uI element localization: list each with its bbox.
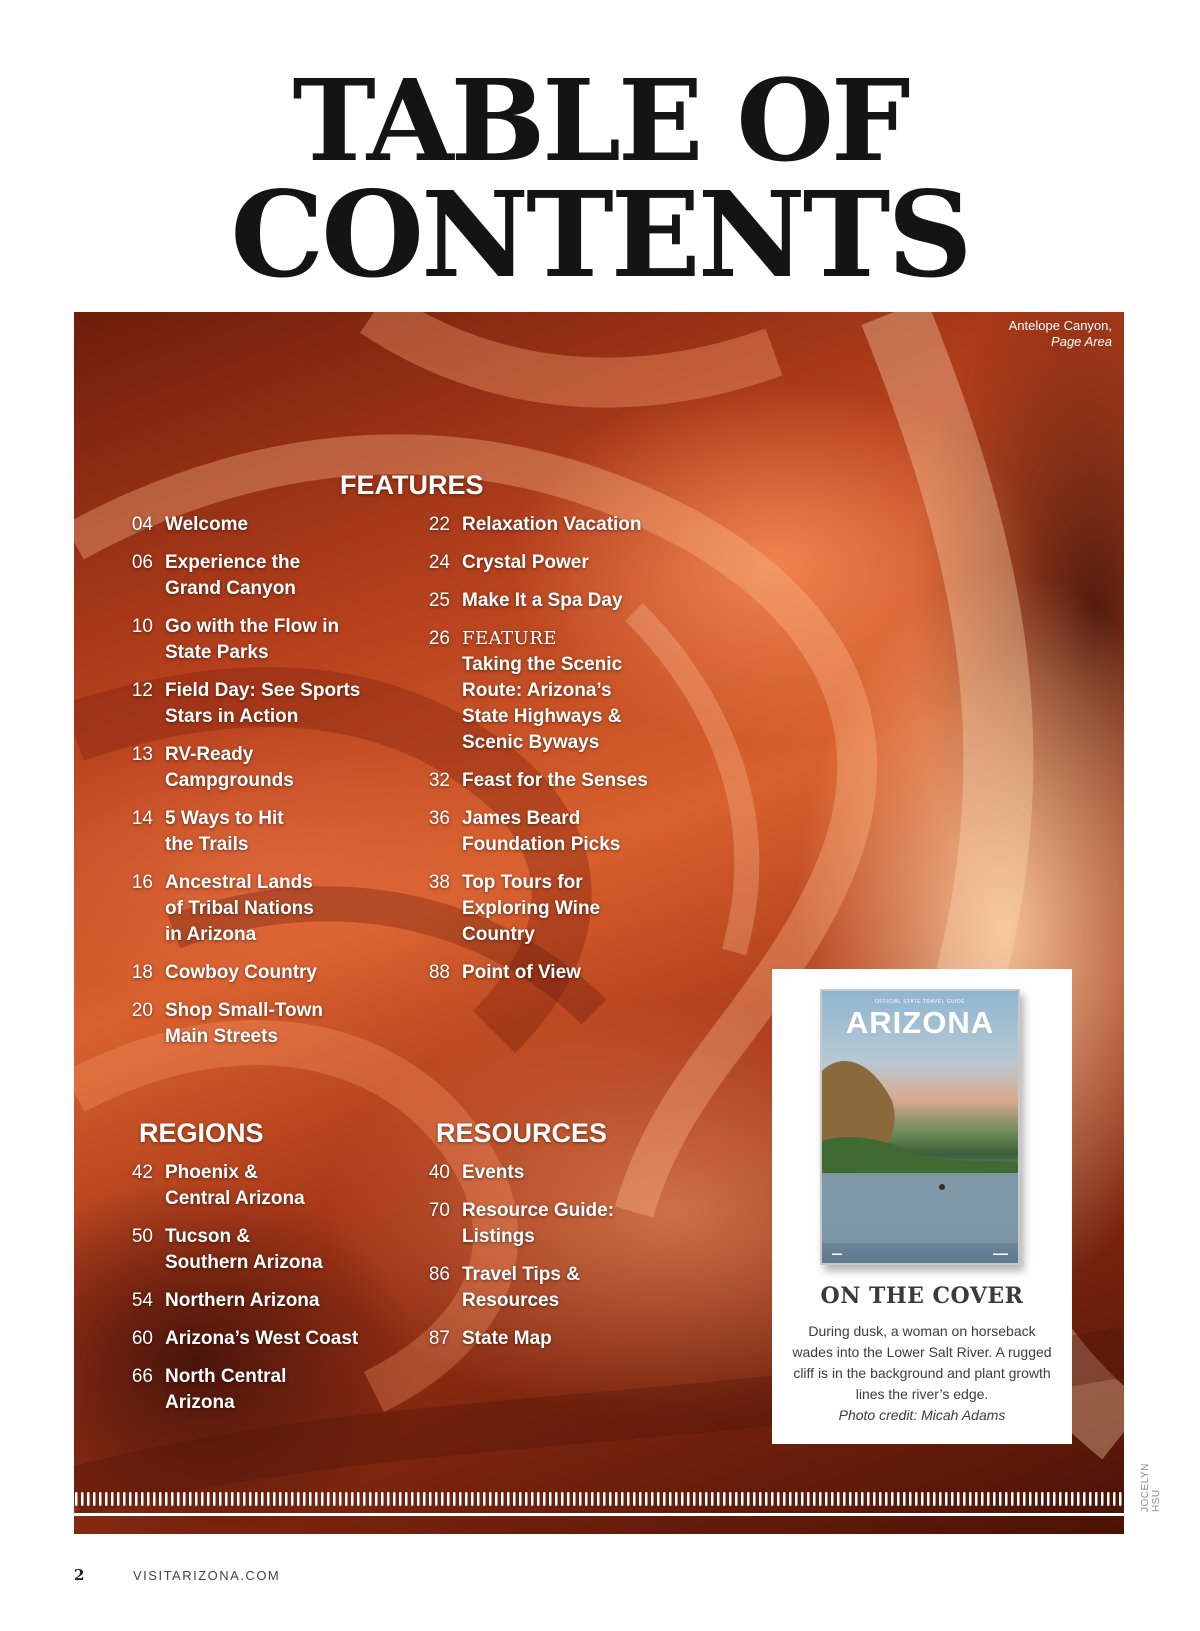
- toc-page-number: 32: [428, 770, 450, 791]
- toc-item[interactable]: [416, 806, 696, 858]
- toc-page-number: 54: [131, 1290, 153, 1311]
- toc-page-number: 66: [131, 1366, 153, 1387]
- toc-page-number: 10: [131, 616, 153, 637]
- toc-item[interactable]: [119, 806, 389, 858]
- magazine-name: ARIZONA: [845, 1005, 995, 1040]
- toc-item-title: North Central Arizona: [165, 1366, 287, 1413]
- magazine-cover-thumbnail[interactable]: [820, 989, 1020, 1265]
- toc-item[interactable]: [416, 626, 696, 756]
- features-left-column: [119, 512, 389, 1062]
- toc-item[interactable]: [416, 1198, 696, 1250]
- toc-item-title: State Map: [462, 1328, 552, 1349]
- toc-page-number: 22: [428, 514, 450, 535]
- toc-item-title: Tucson & Southern Arizona: [165, 1226, 323, 1273]
- toc-item-title: Feast for the Senses: [462, 770, 648, 791]
- regions-heading: REGIONS: [139, 1118, 264, 1148]
- toc-item-title: Point of View: [462, 962, 581, 983]
- toc-page-number: 24: [428, 552, 450, 573]
- page-number: 2: [74, 1566, 85, 1584]
- toc-item[interactable]: [416, 960, 696, 986]
- toc-page-number: 26: [428, 628, 450, 649]
- toc-item-title: Make It a Spa Day: [462, 590, 623, 611]
- toc-item-title: Ancestral Lands of Tribal Nations in Arizona: [165, 872, 314, 945]
- magazine-footer-right: ▬▬▬: [993, 1251, 1008, 1257]
- toc-page-number: 60: [131, 1328, 153, 1349]
- toc-item[interactable]: [119, 1224, 389, 1276]
- page-title-line-2: CONTENTS: [230, 165, 970, 304]
- toc-page-number: 16: [131, 872, 153, 893]
- toc-item[interactable]: [119, 512, 389, 538]
- cover-description-block: [788, 1321, 1056, 1426]
- page-title-line-1: TABLE OF: [292, 56, 908, 187]
- toc-item[interactable]: [416, 550, 696, 576]
- toc-item-title: Welcome: [165, 514, 249, 535]
- toc-page-number: 12: [131, 680, 153, 701]
- toc-page-number: 20: [131, 1000, 153, 1021]
- features-right-column: [416, 512, 696, 998]
- toc-item-title: Phoenix & Central Arizona: [165, 1162, 305, 1209]
- toc-page-number: 18: [131, 962, 153, 983]
- photographer-credit: JOCELYN HSU: [1140, 1463, 1162, 1512]
- toc-item[interactable]: [119, 998, 389, 1050]
- toc-item[interactable]: [416, 1160, 696, 1186]
- photo-caption-location: Antelope Canyon,: [1008, 318, 1112, 333]
- toc-item-title: Events: [462, 1162, 525, 1183]
- toc-item[interactable]: [119, 614, 389, 666]
- toc-page-number: 40: [428, 1162, 450, 1183]
- regions-column: [119, 1160, 389, 1428]
- magazine-kicker: OFFICIAL STATE TRAVEL GUIDE: [875, 999, 965, 1005]
- resources-column: [416, 1160, 696, 1364]
- cover-description: During dusk, a woman on horseback wades into the Lower Salt River. A rugged cliff is in the background and plant growth lines the river’s edge.: [792, 1323, 1052, 1402]
- toc-item[interactable]: [416, 1262, 696, 1314]
- on-the-cover-card: [772, 969, 1072, 1444]
- toc-page-number: 06: [131, 552, 153, 573]
- toc-item[interactable]: [416, 870, 696, 948]
- toc-item-title: Crystal Power: [462, 552, 589, 573]
- toc-item[interactable]: [119, 550, 389, 602]
- cover-photo-credit: Photo credit: Micah Adams: [838, 1407, 1006, 1423]
- toc-item[interactable]: [119, 1364, 389, 1416]
- toc-item[interactable]: [119, 742, 389, 794]
- toc-item[interactable]: [119, 678, 389, 730]
- toc-item-title: Field Day: See Sports Stars in Action: [165, 680, 361, 727]
- features-heading: FEATURES: [340, 470, 484, 500]
- toc-page-number: 42: [131, 1162, 153, 1183]
- toc-item[interactable]: [119, 1326, 389, 1352]
- toc-page-number: 87: [428, 1328, 450, 1349]
- toc-page-number: 50: [131, 1226, 153, 1247]
- magazine-footer-left: ▬▬: [832, 1251, 842, 1257]
- toc-item-title: Resource Guide: Listings: [462, 1200, 615, 1247]
- toc-item-title: RV-Ready Campgrounds: [165, 744, 294, 791]
- toc-item-title: Cowboy Country: [165, 962, 317, 983]
- toc-item[interactable]: [119, 1160, 389, 1212]
- on-the-cover-heading: ON THE COVER: [820, 1283, 1024, 1309]
- toc-item[interactable]: [119, 1288, 389, 1314]
- website-link[interactable]: VISITARIZONA.COM: [133, 1568, 281, 1583]
- toc-page-number: 25: [428, 590, 450, 611]
- toc-page-number: 14: [131, 808, 153, 829]
- toc-item-title: Arizona’s West Coast: [165, 1328, 359, 1349]
- toc-page-number: 04: [131, 514, 153, 535]
- photo-caption-area: Page Area: [1051, 334, 1112, 349]
- toc-item-title: Go with the Flow in State Parks: [165, 616, 340, 663]
- toc-page-number: 36: [428, 808, 450, 829]
- toc-page-number: 88: [428, 962, 450, 983]
- toc-item[interactable]: [416, 512, 696, 538]
- toc-page-number: 70: [428, 1200, 450, 1221]
- toc-item[interactable]: [416, 1326, 696, 1352]
- toc-item[interactable]: [416, 588, 696, 614]
- toc-item[interactable]: [119, 870, 389, 948]
- photo-caption: [1009, 318, 1112, 350]
- tick-pattern: [74, 1490, 1124, 1508]
- toc-item-title: Top Tours for Exploring Wine Country: [462, 872, 601, 945]
- decorative-border-strip: [74, 1486, 1124, 1516]
- feature-tag: FEATURE: [462, 628, 558, 649]
- toc-item-title: Northern Arizona: [165, 1290, 320, 1311]
- canyon-photo: [74, 312, 1124, 1534]
- toc-item-title: Travel Tips & Resources: [462, 1264, 580, 1311]
- toc-item-title: Relaxation Vacation: [462, 514, 642, 535]
- toc-page-number: 38: [428, 872, 450, 893]
- resources-heading: RESOURCES: [436, 1118, 608, 1148]
- toc-item[interactable]: [119, 960, 389, 986]
- toc-item-title: James Beard Foundation Picks: [462, 808, 621, 855]
- toc-item-title: 5 Ways to Hit the Trails: [165, 808, 284, 855]
- toc-page-number: 13: [131, 744, 153, 765]
- toc-item-title: Taking the Scenic Route: Arizona’s State Highways & Scenic Byways: [462, 654, 623, 753]
- toc-item-title: Experience the Grand Canyon: [165, 552, 301, 599]
- toc-item[interactable]: [416, 768, 696, 794]
- toc-item-title: Shop Small-Town Main Streets: [165, 1000, 323, 1047]
- toc-page-number: 86: [428, 1264, 450, 1285]
